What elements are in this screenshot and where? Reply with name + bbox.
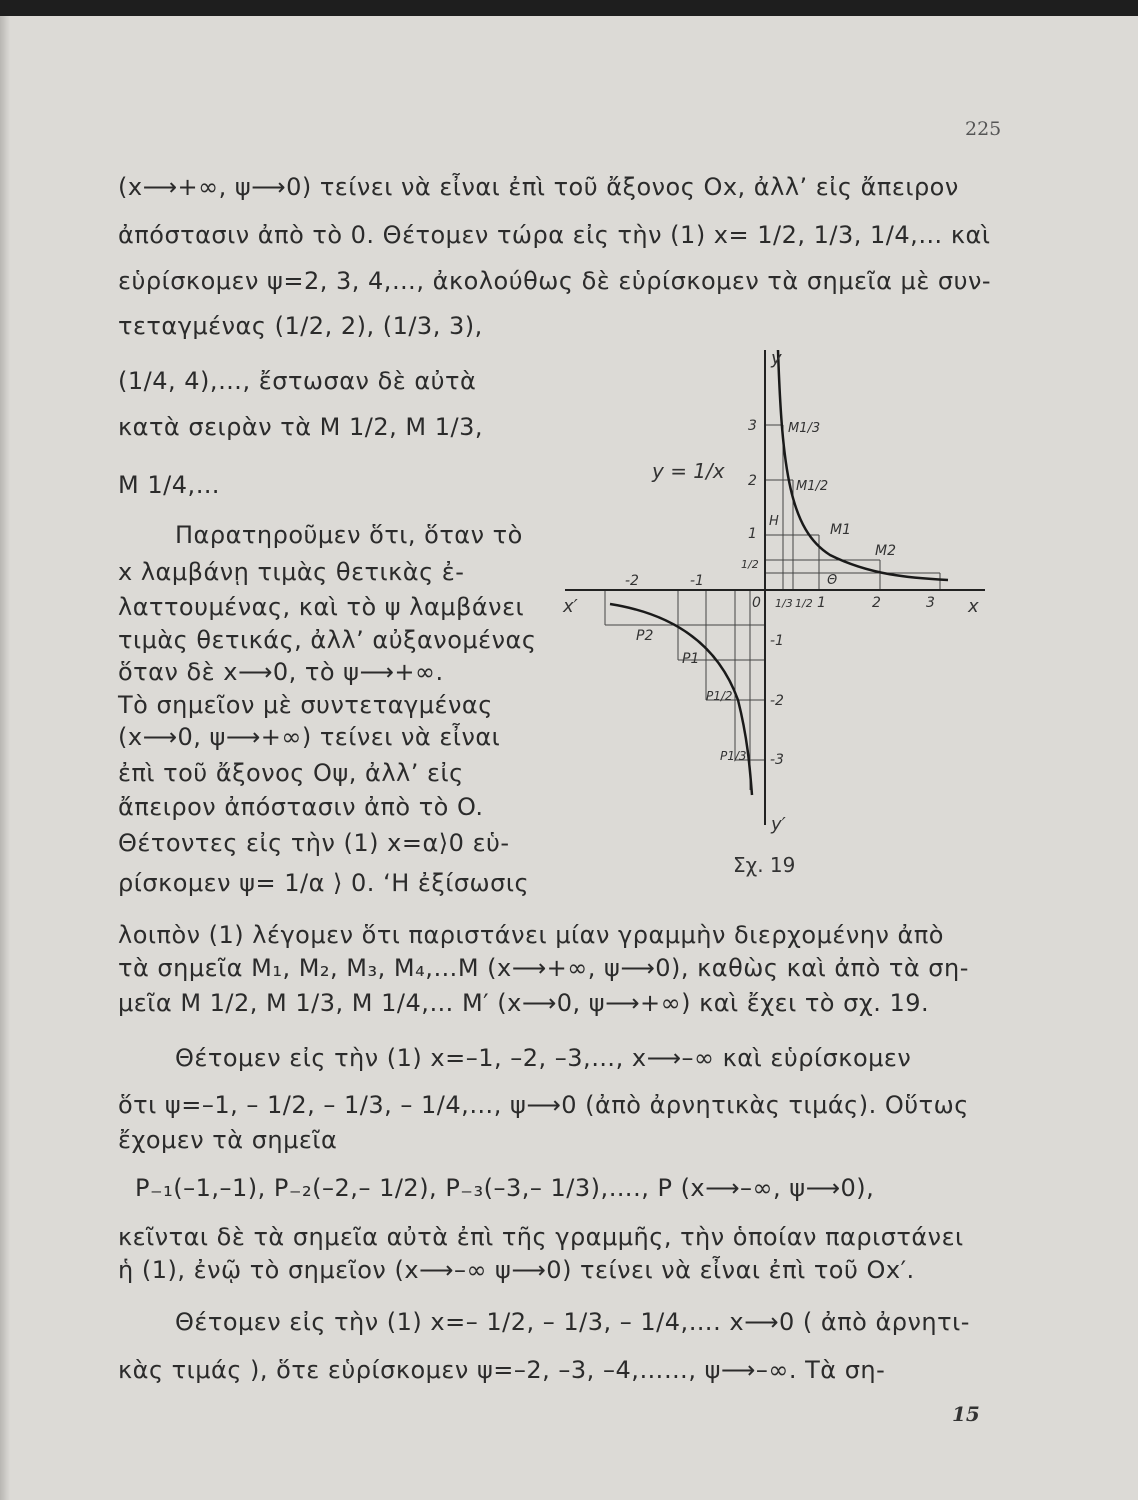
point-label: M2 [875,543,896,559]
text-line: Θέτοντες εἰς τὴν (1) x=α⟩0 εὑ- [118,829,510,857]
point-label: P1 [682,651,700,667]
scan-left-shadow [0,16,10,1500]
y-tick-label: 2 [748,473,757,489]
axis-label-x-neg: x′ [563,596,578,617]
x-tick-label: 2 [872,595,881,611]
text-line: ἐπὶ τοῦ ἄξονος Oψ, ἀλλ’ εἰς [118,759,464,787]
text-line: κὰς τιμάς ), ὅτε εὑρίσκομεν ψ=–2, –3, –4,……, ψ⟶–∞. Τὰ ση- [118,1356,886,1384]
text-line: λοιπὸν (1) λέγομεν ὅτι παριστάνει μίαν γραμμὴν διερχομένην ἀπὸ [118,921,944,949]
axis-label-origin: 0 [752,595,761,611]
point-label: M1/2 [796,479,829,494]
text-line: ἀπόστασιν ἀπὸ τὸ 0. Θέτομεν τώρα εἰς τὴν (1) x= 1/2, 1/3, 1/4,… καὶ [118,221,991,249]
y-tick-label: -1 [770,633,784,649]
axis-label-x: x [968,596,979,617]
y-tick-label: 1/2 [741,558,759,571]
axis-label-y-neg: y′ [771,814,786,835]
text-line: λαττουμένας, καὶ τὸ ψ λαμβάνει [118,593,525,621]
text-line: ὅτι ψ=–1, – 1/2, – 1/3, – 1/4,…, ψ⟶0 (ἀπὸ ἀρνητικὰς τιμάς). Οὕτως [118,1091,969,1119]
text-line: τιμὰς θετικάς, ἀλλ’ αὐξανομένας [118,626,537,654]
hyperbola-branch-positive [778,350,948,580]
point-label: M1/3 [788,421,821,436]
y-tick-label: 3 [748,418,757,434]
page-number: 225 [965,118,1002,140]
point-label: P2 [636,628,654,644]
x-tick-label: -2 [625,573,639,589]
text-line: Τὸ σημεῖον μὲ συντεταγμένας [118,691,493,719]
y-tick-label: -2 [770,693,784,709]
text-line: ρίσκομεν ψ= 1/α ⟩ 0. ‘Η ἐξίσωσις [118,869,530,897]
text-line: Θέτομεν εἰς τὴν (1) x=– 1/2, – 1/3, – 1/4,…. x⟶0 ( ἀπὸ ἀρνητι- [175,1308,970,1336]
point-label: H [769,514,779,529]
point-label: P1/2 [706,689,733,703]
x-tick-label: -1 [690,573,704,589]
text-line: ὅταν δὲ x⟶0, τὸ ψ⟶+∞. [118,658,444,686]
text-line: (x⟶0, ψ⟶+∞) τείνει νὰ εἶναι [118,723,501,751]
text-line: κατὰ σειρὰν τὰ M 1/2, M 1/3, [118,413,483,441]
point-label: Θ [827,573,838,588]
point-label: M1 [830,522,851,538]
y-tick-label: -3 [770,752,784,768]
x-tick-label: 1/3 [775,597,793,610]
text-line: εὑρίσκομεν ψ=2, 3, 4,…, ἀκολούθως δὲ εὑρίσκομεν τὰ σημεῖα μὲ συν- [118,267,992,295]
text-line: ἡ (1), ἐνῷ τὸ σημεῖον (x⟶–∞ ψ⟶0) τείνει νὰ εἶναι ἐπὶ τοῦ Ox′. [118,1256,915,1284]
figure-equation: y = 1/x [652,459,725,483]
x-tick-label: 1/2 [795,597,813,610]
text-line: Παρατηροῦμεν ὅτι, ὅταν τὸ [175,521,523,549]
text-line: (1/4, 4),…, ἔστωσαν δὲ αὐτὰ [118,367,477,395]
text-line: τὰ σημεῖα M₁, M₂, M₃, M₄,…M (x⟶+∞, ψ⟶0), καθὼς καὶ ἀπὸ τὰ ση- [118,954,969,982]
sheet-number: 15 [952,1402,980,1426]
text-line: ἄπειρον ἀπόστασιν ἀπὸ τὸ O. [118,793,484,821]
x-tick-label: 3 [926,595,935,611]
axis-label-y: y [771,348,782,369]
figure-19-hyperbola [540,330,1000,850]
text-line: μεῖα M 1/2, M 1/3, M 1/4,… M′ (x⟶0, ψ⟶+∞) καὶ ἔχει τὸ σχ. 19. [118,989,930,1017]
text-line: x λαμβάνῃ τιμὰς θετικὰς ἐ- [118,558,465,586]
text-line: τεταγμένας (1/2, 2), (1/3, 3), [118,312,483,340]
text-line: P₋₁(–1,–1), P₋₂(–2,– 1/2), P₋₃(–3,– 1/3),…., P (x⟶–∞, ψ⟶0), [135,1174,875,1202]
x-tick-label: 1 [817,595,826,611]
text-line: M 1/4,… [118,471,221,499]
point-label: P1/3 [720,749,747,763]
text-line: κεῖνται δὲ τὰ σημεῖα αὐτὰ ἐπὶ τῆς γραμμῆς, τὴν ὁποίαν παριστάνει [118,1223,964,1251]
scan-top-edge [0,0,1138,16]
y-tick-label: 1 [748,526,757,542]
text-line: ἔχομεν τὰ σημεῖα [118,1126,338,1154]
text-line: Θέτομεν εἰς τὴν (1) x=–1, –2, –3,…, x⟶–∞ καὶ εὑρίσκομεν [175,1044,912,1072]
text-line: (x⟶+∞, ψ⟶0) τείνει νὰ εἶναι ἐπὶ τοῦ ἄξονος Ox, ἀλλ’ εἰς ἄπειρον [118,173,959,201]
figure-caption: Σχ. 19 [733,853,796,877]
